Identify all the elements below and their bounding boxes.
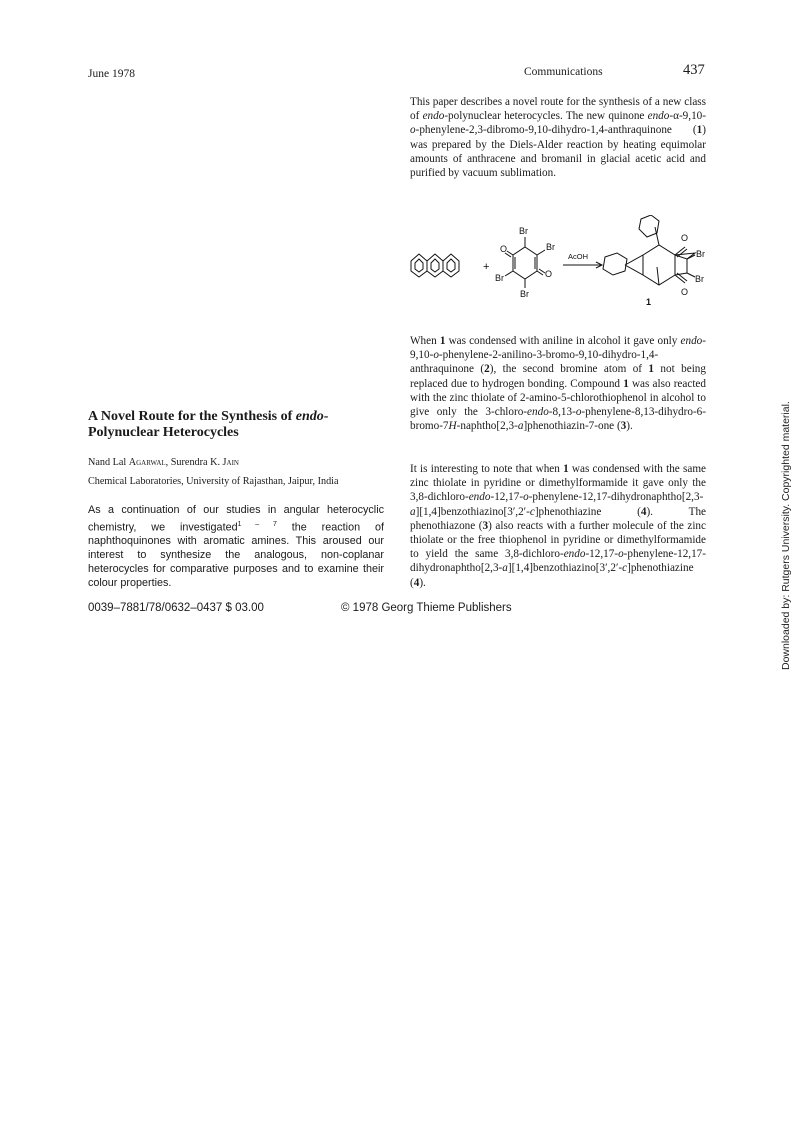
o-label: O: [681, 287, 689, 297]
br-label: Br: [520, 289, 529, 299]
abstract: [88, 504, 384, 590]
plus-sign: +: [483, 261, 490, 273]
reaction-scheme: [405, 215, 710, 315]
o-label: O: [545, 269, 553, 279]
compound-label: 1: [646, 297, 652, 307]
br-label: Br: [519, 226, 528, 236]
intro-paragraph: [410, 95, 706, 180]
footer-code: 0039–7881/78/0632–0437 $ 03.00: [88, 602, 264, 614]
br-label: Br: [695, 274, 704, 284]
intro-paragraph-text: This paper describes a novel route for the synthesis of a new class of endo-polynuclear heterocycles. The new quinone endo-α-9,10-o-phenylene-2,3-dibromo-9,10-dihydro-1,4-anthraquinone (1) was prepared by the Diels-Alder reaction by heating equimolar amounts of anthracene and bromanil in glacial acetic acid and purified by vacuum sublimation.: [410, 96, 706, 180]
product-1-structure: [603, 215, 695, 285]
br-label: Br: [546, 242, 555, 252]
br-label: Br: [696, 249, 705, 259]
running-section: Communications: [524, 66, 603, 78]
article-title: A Novel Route for the Synthesis of endo-Polynuclear Heterocycles: [88, 409, 329, 440]
authors: Nand Lal Agarwal, Surendra K. Jain: [88, 457, 239, 468]
footer-copyright: © 1978 Georg Thieme Publishers: [341, 602, 512, 614]
running-date: June 1978: [88, 68, 135, 80]
o-label: O: [500, 244, 508, 254]
download-watermark: Downloaded by: Rutgers University. Copyrighted material.: [780, 401, 792, 670]
reagent-label: AcOH: [568, 252, 589, 261]
affiliation: Chemical Laboratories, University of Rajasthan, Jaipur, India: [88, 476, 339, 487]
paragraph-2: [410, 334, 706, 433]
paragraph-3: [410, 462, 706, 590]
paragraph-3-text: It is interesting to note that when 1 was condensed with the same zinc thiolate in pyridine or dimethylformamide it gave only the 3,8-dichloro-endo-12,17-o-phenylene-12,17-dihydronaphtho[2,3-a][1,4]benzothiazino[3′,2′-c]phenothiazine (4). The phenothiazone (3) also reacts with a further molecule of the zinc thiolate or the free thiophenol in pyridine or dimethylformamide to yield the same 3,8-dichloro-endo-12,17-o-phenylene-12,17-dihydronaphtho[2,3-a][1,4]benzothiazino[3′,2′-c]phenothiazine (4).: [410, 463, 707, 589]
br-label: Br: [495, 273, 504, 283]
bromanil-structure: [505, 237, 545, 288]
anthracene-structure: [411, 254, 459, 277]
page-number: 437: [683, 62, 705, 78]
paragraph-2-text: When 1 was condensed with aniline in alcohol it gave only endo-9,10-o-phenylene-2-anilino-3-bromo-9,10-dihydro-1,4-anthraquinone (2), the second bromine atom of 1 not being replaced due to hydrogen bonding. Compound 1 was also reacted with the zinc thiolate of 2-amino-5-chlorothiophenol in alcohol to give only the 3-chloro-endo-8,13-o-phenylene-8,13-dihydro-6-bromo-7H-naphtho[2,3-a]phenothiazin-7-one (3).: [410, 335, 706, 433]
o-label: O: [681, 233, 689, 243]
abstract-text: As a continuation of our studies in angular heterocyclic chemistry, we investigated$^{1 - 7}$ the reaction of naphthoquinones with aromatic amines. This aroused our interest to synthesize the analogous, non-coplanar heterocycles for comparative purposes and to examine their colour properties.: [88, 504, 384, 589]
